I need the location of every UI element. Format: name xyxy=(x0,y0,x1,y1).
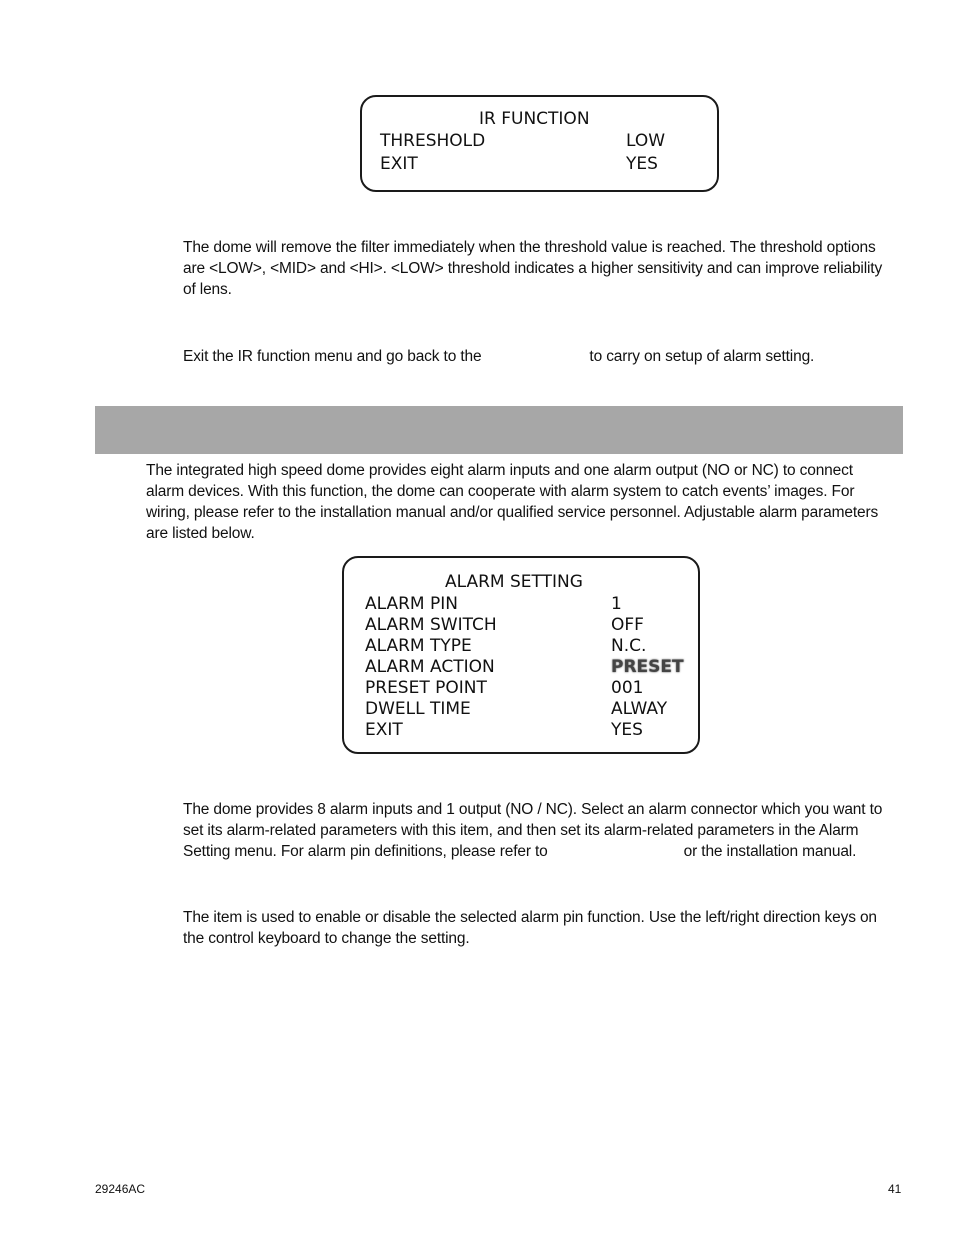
ir-menu-exit-label: EXIT xyxy=(380,154,418,174)
alarm-menu-row-value: N.C. xyxy=(611,636,647,656)
alarm-pin-description-after: or the installation manual. xyxy=(683,843,857,860)
ir-menu-exit-value: YES xyxy=(626,154,658,174)
alarm-menu-row-value-highlighted: PRESET xyxy=(611,657,684,677)
threshold-description: The dome will remove the filter immediately when the threshold value is reached. The threshold options are <LOW>, <MID> and <HI>. <LOW> threshold indicates a higher sensitivity and can improve reliability of lens. xyxy=(183,239,883,298)
ir-menu-threshold-value: LOW xyxy=(626,131,666,151)
alarm-menu-row-label: EXIT xyxy=(365,720,403,740)
alarm-menu-row-label: ALARM TYPE xyxy=(365,636,472,656)
alarm-menu-row-label: ALARM PIN xyxy=(365,594,458,614)
ir-menu-threshold-label: THRESHOLD xyxy=(380,131,486,151)
exit-description-before: Exit the IR function menu and go back to the xyxy=(183,348,482,365)
alarm-menu-row-label: DWELL TIME xyxy=(365,699,471,719)
alarm-switch-description: The item is used to enable or disable the selected alarm pin function. Use the left/right direction keys on the control keyboard to change the setting. xyxy=(183,909,877,947)
alarm-menu-row-label: ALARM SWITCH xyxy=(365,615,497,635)
alarm-menu-row-value: OFF xyxy=(611,615,644,635)
footer-page-number: 41 xyxy=(888,1182,902,1196)
alarm-menu-row-value: ALWAY xyxy=(611,699,668,719)
alarm-setting-menu xyxy=(342,556,700,754)
alarm-pin-description xyxy=(183,799,885,862)
footer-doc-number: 29246AC xyxy=(95,1182,146,1196)
alarm-menu-title: ALARM SETTING xyxy=(445,572,583,592)
alarm-menu-row-value: 001 xyxy=(611,678,644,698)
exit-description-after: to carry on setup of alarm setting. xyxy=(589,348,815,365)
alarm-menu-row-label: ALARM ACTION xyxy=(365,657,495,677)
exit-description xyxy=(183,346,883,367)
alarm-menu-row-value: YES xyxy=(611,720,643,740)
alarm-pin-description-before: The dome provides 8 alarm inputs and 1 output (NO / NC). Select an alarm connector which you want to set its alarm-related parameters with this item, and then set its alarm-related parameters in the Alarm Setting menu. For alarm pin definitions, please refer to xyxy=(183,801,883,860)
section-header-bar xyxy=(95,406,903,454)
alarm-menu-row-value: 1 xyxy=(611,594,622,614)
alarm-intro: The integrated high speed dome provides eight alarm inputs and one alarm output (NO or NC) to connect alarm devices. With this function, the dome can cooperate with alarm system to catch events’ images. For wiring, please refer to the installation manual and/or qualified service personnel. Adjustable alarm parameters are listed below. xyxy=(146,462,879,542)
alarm-menu-row-label: PRESET POINT xyxy=(365,678,487,698)
ir-function-menu xyxy=(360,95,719,192)
ir-menu-title: IR FUNCTION xyxy=(479,109,590,129)
